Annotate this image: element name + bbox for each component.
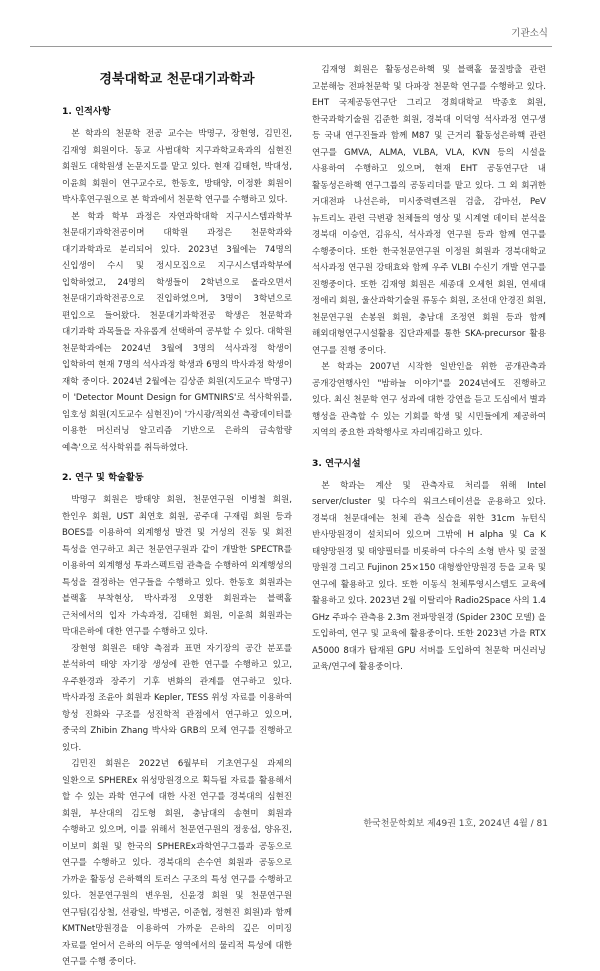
right-column: [312, 62, 546, 676]
paragraph: 김재영 회원은 활동성은하핵 및 블랙홀 물질방출 관련 고분해능 전파천문학 및 다파장 천문학 연구를 수행하고 있다. EHT 국제공동연구단 그리고 경희대학교 박종호 회원, 한국과학기술원 김준한 회원, 경북대 이덕영 석사과정 연구생 등 국내 연구진들과 함께 M87 및 근거리 활동성은하핵 관련 연구를 GMVA, ALMA, VLBA, VLA, KVN 등의 시설을 사용하여 수행하고 있으며, 현재 EHT 공동연구단 내 활동성은하핵 연구그룹의 공동리더를 맡고 있다. 그 외 회귀한 거대전파 나선은하, 미시중력렌즈원 검출, 감마선, PeV 뉴트리노 관련 극변광 천체들의 영상 및 시계열 데이터 분석을 경북대 이승연, 김유식, 석사과정 연구원 등과 함께 연구를 수행중이다. 또한 한국천문연구원 이정원 회원과 경북대학교 석사과정 연구원 강태효와 함께 우주 VLBI 수신기 개발 연구를 진행중이다. 또한 김재영 회원은 세종대 오세헌 회원, 연세대 정애리 회원, 울산과학기술원 류동수 회원, 조선대 안경진 회원, 천문연구원 손봉원 회원, 충남대 조정연 회원 등과 함께 해외대형연구시설활용 집단과제를 통한 SKA-precursor 활용 연구를 진행 중이다.: [312, 65, 546, 356]
spacer: [312, 442, 546, 456]
section-heading: 3. 연구시설: [312, 457, 361, 469]
page-footer: 한국천문학회보 제49권 1호, 2024년 4월 / 81: [363, 819, 548, 829]
paragraph: 본 학과는 2007년 시작한 일반인을 위한 공개관측과 공개강연행사인 "밤하늘 이야기"를 2024년에도 진행하고 있다. 최신 천문학 연구 성과에 대한 강연을 듣고 도심에서 별과 행성을 관측할 수 있는 기회를 학생 및 시민들에게 제공하여 지역의 중요한 과학행사로 자리매김하고 있다.: [312, 362, 546, 438]
section-heading: 2. 연구 및 학술활동: [62, 472, 144, 483]
paragraph: 박명구 회원은 방태양 회원, 천문연구원 이병철 회원, 한인우 회원, UST 최연호 회원, 공주대 구재림 회원 등과 BOES를 이용하여 외계행성 발견 및 거성의 진동 및 회전 특성을 연구하고 최근 천문연구원과 같이 개발한 SPECTR를 이용하여 외계행성 투과스펙트럼 관측을 수행하여 외계행성의 특성을 결정하는 연구들을 수행하고 있다. 한동호 회원과는 블랙홀 부착현상, 박사과정 오명환 회원과는 블랙홀 근처에서의 입자 가속과정, 김태헌 회원, 이윤희 회원과는 막대은하에 대한 연구를 수행하고 있다.: [62, 495, 292, 637]
paragraph: 김민진 회원은 2022년 6월부터 기초연구실 과제의 일환으로 SPHEREx 위성망원경으로 획득될 자료를 활용해서 할 수 있는 과학 연구에 대한 사전 연구를 경북대의 심현진 회원, 부산대의 김도형 회원, 충남대의 송현미 회원과 수행하고 있으며, 이를 위해서 천문연구원의 정웅섭, 양유진, 이보미 회원 및 한국의 SPHEREx과학연구그룹과 공동으로 연구를 수행하고 있다. 경북대의 손수연 회원과 공동으로 가까운 활동성 은하핵의 토러스 구조의 특성 연구를 수행하고 있다. 천문연구원의 변우원, 신윤경 회원 및 천문연구원 연구팀(김상철, 선광일, 박병곤, 이준협, 정현진 회원)과 함께 KMTNet망원경을 이용하여 가까운 은하의 깊은 이미징 자료를 얻어서 은하의 어두운 영역에서의 물리적 특성에 대한 연구를 수행 중이다.: [62, 759, 292, 967]
paragraph: 본 학과 학부 과정은 자연과학대학 지구시스템과학부 천문대기과학전공이며 대학원 과정은 천문학과와 대기과학과로 분리되어 있다. 2023년 3월에는 74명의 신입생이 수시 및 정시모집으로 지구시스템과학부에 입학하였고, 24명의 학생들이 2학년으로 올라오면서 천문대기과학전공으로 진입하였으며, 3명이 3학년으로 편입으로 들어왔다. 천문대기과학전공 학생은 천문학과 대기과학 과목들을 자유롭게 선택하여 공부할 수 있다. 대학원 천문학과에는 2024년 3월에 3명의 석사과정 학생이 입학하여 현재 7명의 석사과정 학생과 6명의 박사과정 학생이 재학 중이다. 2024년 2월에는 김상준 회원(지도교수 박명구)이 'Detector Mount Design for GMTNIRS'로 석사학위를, 임호성 회원(지도교수 심현진)이 '가시광/적외선 측광데이터를 이용한 머신러닝 알고리즘 기반으로 은하의 금속함량 예측'으로 석사학위를 취득하였다.: [62, 211, 292, 453]
section-heading: 1. 인적사항: [62, 106, 111, 117]
section-tag: 기관소식: [511, 28, 548, 39]
paragraph: 장현영 회원은 태양 측점과 표면 자기장의 공간 분포를 분석하여 태양 자기장 생성에 관한 연구를 수행하고 있고, 우주환경과 장주기 기후 변화의 관계를 연구하고 있다. 박사과정 조윤아 회원과 Kepler, TESS 위성 자료를 이용하여 항성 진화와 구조를 성진학적 관점에서 연구하고 있으며, 중국의 Zhibin Zhang 박사와 GRB의 모체 연구를 진행하고 있다.: [62, 643, 292, 753]
spacer: [62, 456, 292, 470]
header-divider: [30, 46, 552, 47]
left-column: [62, 62, 292, 971]
paragraph: 본 학과의 천문학 전공 교수는 박명구, 장현영, 김민진, 김재영 회원이다. 동교 사범대학 지구과학교육과의 심현진 회원도 대학원생 논문지도를 맡고 있다. 현재 김태헌, 박대성, 이윤희 회원이 연구교수로, 한동호, 방태양, 이정환 회원이 박사후연구원으로 본 학과에서 천문학 연구를 수행하고 있다.: [62, 129, 292, 205]
article-title: 경북대학교 천문대기과학과: [99, 72, 255, 87]
paragraph: 본 학과는 계산 및 관측자료 처리를 위해 Intel server/cluster 및 다수의 워크스테이션을 운용하고 있다. 경북대 천문대에는 천체 관측 실습을 위한 31cm 뉴턴식 반사망원경이 설치되어 있으며 그밖에 H alpha 및 Ca K 태양망원경 및 태양필터를 비롯하여 다수의 소형 반사 및 굴절 망원경 그리고 Fujinon 25×150 대형쌍안망원경 등을 교육 및 연구에 활용하고 있다. 또한 이동식 천체투영시스템도 교육에 활용하고 있다. 2023년 2월 이탈리아 Radio2Space 사의 1.4 GHz 주파수 관측용 2.3m 전파망원경 (Spider 230C 모델) 을 도입하여, 연구 및 교육에 활용중이다. 또한 2023년 가을 RTX A5000 8대가 탑재된 GPU 서버를 도입하여 천문학 머신러닝 교육/연구에 활용중이다.: [312, 480, 546, 672]
